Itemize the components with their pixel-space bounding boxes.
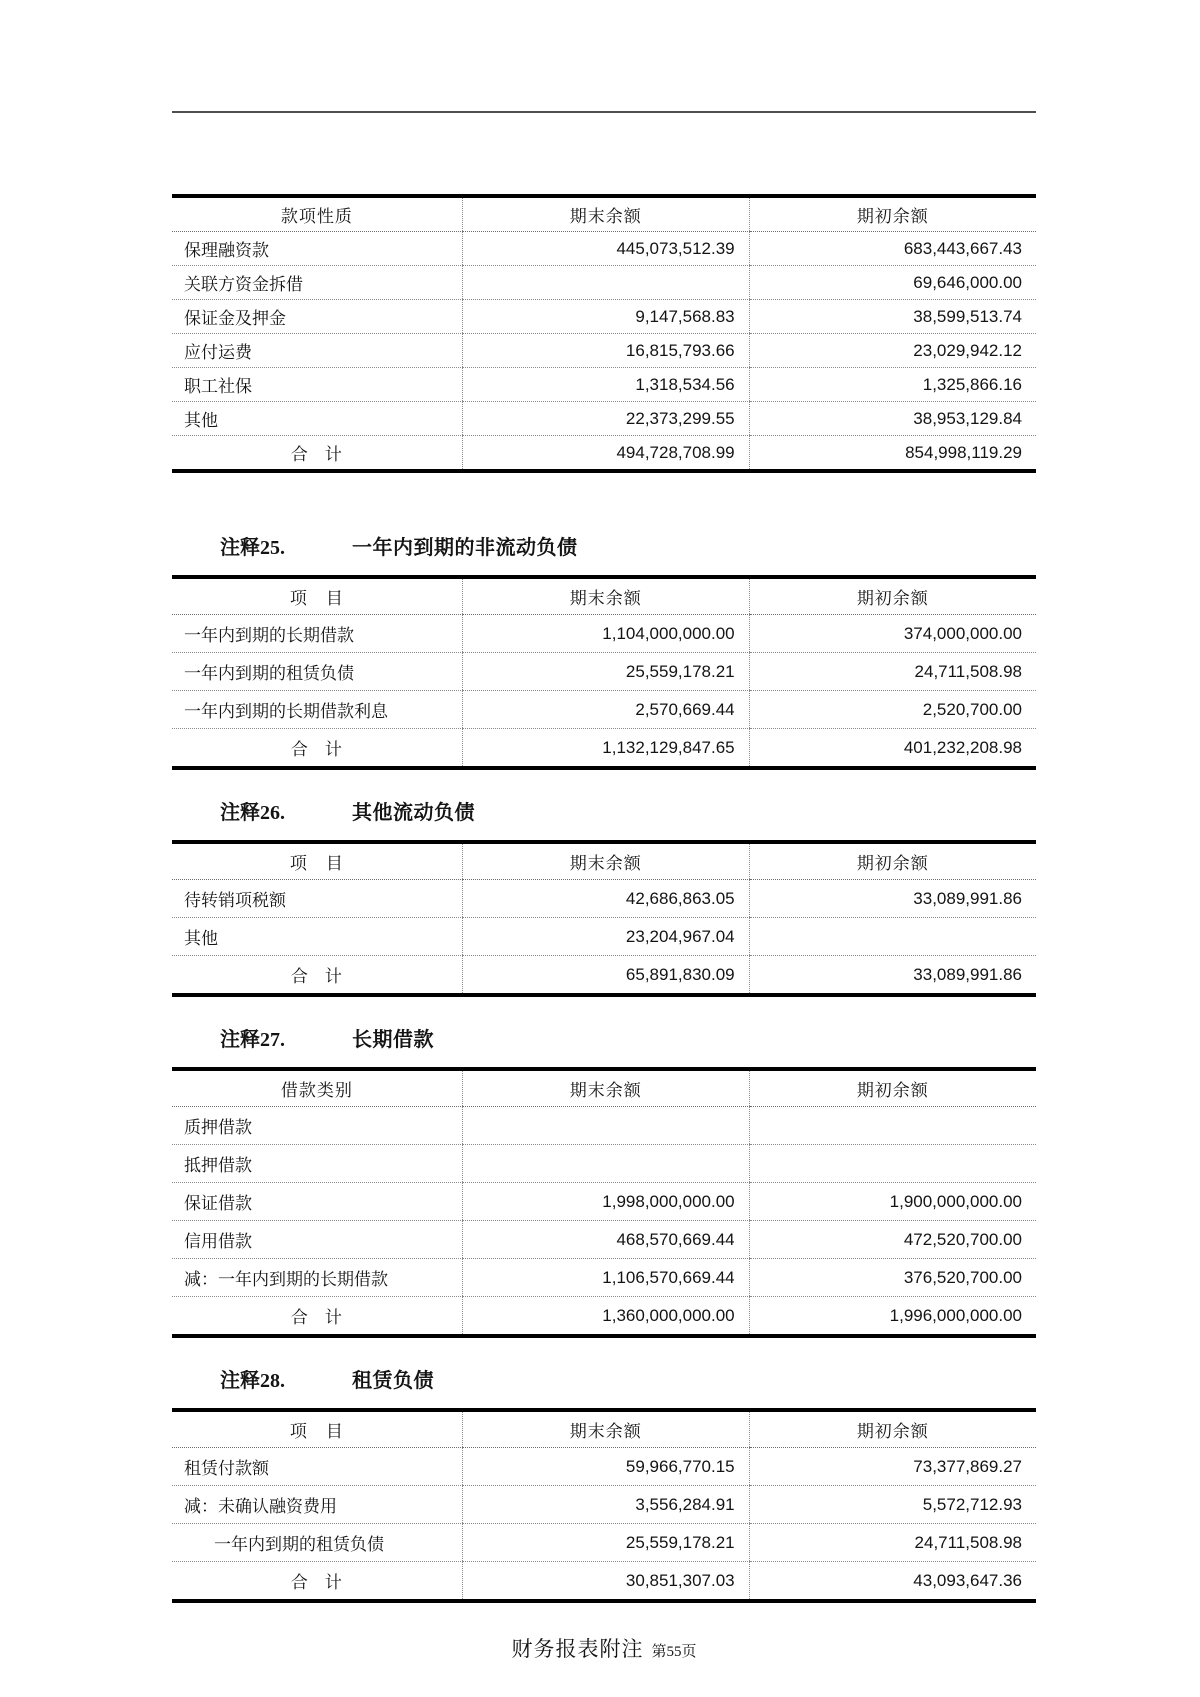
- note27-heading: [220, 1027, 1036, 1053]
- table-row: [172, 918, 1036, 956]
- table-row: [172, 1524, 1036, 1562]
- item-label-cell: 应付运费: [172, 334, 462, 368]
- ending-balance-cell: [462, 1107, 749, 1145]
- total-label-cell: 合 计: [290, 1308, 342, 1327]
- note-title: 长期借款: [352, 1029, 434, 1051]
- note27-table: [172, 1067, 1036, 1338]
- total-ending-balance-cell: 65,891,830.09: [462, 956, 749, 996]
- item-label-cell: 保证借款: [172, 1183, 462, 1221]
- column-header-ending-balance: 期末余额: [462, 1069, 749, 1107]
- table-row: [172, 1145, 1036, 1183]
- item-label-cell: 保证金及押金: [172, 300, 462, 334]
- note-title: 一年内到期的非流动负债: [352, 537, 578, 559]
- item-label-cell: 减：一年内到期的长期借款: [172, 1259, 462, 1297]
- header-row: [172, 842, 1036, 880]
- total-ending-balance-cell: 30,851,307.03: [462, 1562, 749, 1602]
- total-label-cell: 合 计: [290, 967, 342, 986]
- total-beginning-balance-cell: 854,998,119.29: [749, 436, 1036, 472]
- ending-balance-cell: 2,570,669.44: [462, 691, 749, 729]
- table-row: [172, 1448, 1036, 1486]
- item-label-cell: 租赁付款额: [172, 1448, 462, 1486]
- other-payables-table: [172, 194, 1036, 473]
- header-row: [172, 1410, 1036, 1448]
- ending-balance-cell: 9,147,568.83: [462, 300, 749, 334]
- header-row: [172, 1069, 1036, 1107]
- beginning-balance-cell: 24,711,508.98: [749, 1524, 1036, 1562]
- item-label-cell: 一年内到期的租赁负债: [172, 1524, 462, 1562]
- ending-balance-cell: 16,815,793.66: [462, 334, 749, 368]
- note-number: 注释25.: [220, 537, 285, 559]
- beginning-balance-cell: 2,520,700.00: [749, 691, 1036, 729]
- note26-table: [172, 840, 1036, 997]
- ending-balance-cell: 25,559,178.21: [462, 653, 749, 691]
- table-row: [172, 334, 1036, 368]
- ending-balance-cell: [462, 1145, 749, 1183]
- column-header-beginning-balance: 期初余额: [749, 1069, 1036, 1107]
- item-label-cell: 其他: [172, 918, 462, 956]
- beginning-balance-cell: 376,520,700.00: [749, 1259, 1036, 1297]
- table-row: [172, 1221, 1036, 1259]
- total-beginning-balance-cell: 33,089,991.86: [749, 956, 1036, 996]
- beginning-balance-cell: 24,711,508.98: [749, 653, 1036, 691]
- table-row: [172, 368, 1036, 402]
- item-label-cell: 抵押借款: [172, 1145, 462, 1183]
- total-ending-balance-cell: 494,728,708.99: [462, 436, 749, 472]
- table-row: [172, 1486, 1036, 1524]
- table-row: [172, 1259, 1036, 1297]
- total-beginning-balance-cell: 401,232,208.98: [749, 729, 1036, 769]
- beginning-balance-cell: [749, 918, 1036, 956]
- beginning-balance-cell: 683,443,667.43: [749, 232, 1036, 266]
- page-number: 第55页: [651, 1644, 697, 1660]
- total-row: [172, 1562, 1036, 1602]
- table-row: [172, 653, 1036, 691]
- header-row: [172, 577, 1036, 615]
- item-label-cell: 信用借款: [172, 1221, 462, 1259]
- beginning-balance-cell: 1,325,866.16: [749, 368, 1036, 402]
- column-header-item: 项 目: [172, 1410, 462, 1448]
- beginning-balance-cell: [749, 1145, 1036, 1183]
- item-label-cell: 一年内到期的长期借款利息: [172, 691, 462, 729]
- column-header-ending-balance: 期末余额: [462, 1410, 749, 1448]
- total-ending-balance-cell: 1,360,000,000.00: [462, 1297, 749, 1337]
- note28-heading: [220, 1368, 1036, 1394]
- item-label-cell: 待转销项税额: [172, 880, 462, 918]
- table-row: [172, 691, 1036, 729]
- note-title: 租赁负债: [352, 1370, 434, 1392]
- ending-balance-cell: 25,559,178.21: [462, 1524, 749, 1562]
- note26-heading: [220, 800, 1036, 826]
- table-row: [172, 880, 1036, 918]
- item-label-cell: 关联方资金拆借: [172, 266, 462, 300]
- table-row: [172, 1107, 1036, 1145]
- total-beginning-balance-cell: 43,093,647.36: [749, 1562, 1036, 1602]
- column-header-item: 项 目: [172, 577, 462, 615]
- total-row: [172, 436, 1036, 472]
- ending-balance-cell: 22,373,299.55: [462, 402, 749, 436]
- table-row: [172, 300, 1036, 334]
- note25-heading: [220, 535, 1036, 561]
- ending-balance-cell: 1,104,000,000.00: [462, 615, 749, 653]
- column-header-item: 项 目: [172, 842, 462, 880]
- table-row: [172, 232, 1036, 266]
- note28-table: [172, 1408, 1036, 1603]
- item-label-cell: 减：未确认融资费用: [172, 1486, 462, 1524]
- column-header-ending-balance: 期末余额: [462, 842, 749, 880]
- item-label-cell: 一年内到期的长期借款: [172, 615, 462, 653]
- beginning-balance-cell: 38,599,513.74: [749, 300, 1036, 334]
- page-content: [172, 0, 1036, 1663]
- total-label-cell: 合 计: [290, 740, 342, 759]
- beginning-balance-cell: 472,520,700.00: [749, 1221, 1036, 1259]
- total-row: [172, 1297, 1036, 1337]
- column-header-beginning-balance: 期初余额: [749, 842, 1036, 880]
- item-label-cell: 其他: [172, 402, 462, 436]
- ending-balance-cell: 1,318,534.56: [462, 368, 749, 402]
- total-label-cell: 合 计: [290, 445, 342, 464]
- column-header-item: 款项性质: [172, 196, 462, 232]
- total-row: [172, 729, 1036, 769]
- ending-balance-cell: 445,073,512.39: [462, 232, 749, 266]
- note-title: 其他流动负债: [352, 802, 475, 824]
- footer-title: 财务报表附注: [511, 1637, 644, 1661]
- beginning-balance-cell: 38,953,129.84: [749, 402, 1036, 436]
- ending-balance-cell: 42,686,863.05: [462, 880, 749, 918]
- note25-table: [172, 575, 1036, 770]
- total-ending-balance-cell: 1,132,129,847.65: [462, 729, 749, 769]
- item-label-cell: 职工社保: [172, 368, 462, 402]
- item-label-cell: 保理融资款: [172, 232, 462, 266]
- note-number: 注释26.: [220, 802, 285, 824]
- beginning-balance-cell: 1,900,000,000.00: [749, 1183, 1036, 1221]
- header-rule: [172, 111, 1036, 113]
- ending-balance-cell: [462, 266, 749, 300]
- ending-balance-cell: 1,106,570,669.44: [462, 1259, 749, 1297]
- ending-balance-cell: 23,204,967.04: [462, 918, 749, 956]
- table-row: [172, 1183, 1036, 1221]
- beginning-balance-cell: 23,029,942.12: [749, 334, 1036, 368]
- beginning-balance-cell: 5,572,712.93: [749, 1486, 1036, 1524]
- column-header-beginning-balance: 期初余额: [749, 196, 1036, 232]
- table-row: [172, 615, 1036, 653]
- column-header-beginning-balance: 期初余额: [749, 577, 1036, 615]
- column-header-ending-balance: 期末余额: [462, 577, 749, 615]
- total-label-cell: 合 计: [290, 1573, 342, 1592]
- beginning-balance-cell: 374,000,000.00: [749, 615, 1036, 653]
- table-row: [172, 402, 1036, 436]
- item-label-cell: 质押借款: [172, 1107, 462, 1145]
- beginning-balance-cell: 33,089,991.86: [749, 880, 1036, 918]
- column-header-item: 借款类别: [172, 1069, 462, 1107]
- header-row: [172, 196, 1036, 232]
- total-row: [172, 956, 1036, 996]
- beginning-balance-cell: [749, 1107, 1036, 1145]
- total-beginning-balance-cell: 1,996,000,000.00: [749, 1297, 1036, 1337]
- column-header-beginning-balance: 期初余额: [749, 1410, 1036, 1448]
- beginning-balance-cell: 73,377,869.27: [749, 1448, 1036, 1486]
- ending-balance-cell: 468,570,669.44: [462, 1221, 749, 1259]
- ending-balance-cell: 59,966,770.15: [462, 1448, 749, 1486]
- ending-balance-cell: 1,998,000,000.00: [462, 1183, 749, 1221]
- page-footer: [172, 1633, 1036, 1663]
- column-header-ending-balance: 期末余额: [462, 196, 749, 232]
- beginning-balance-cell: 69,646,000.00: [749, 266, 1036, 300]
- item-label-cell: 一年内到期的租赁负债: [172, 653, 462, 691]
- table-row: [172, 266, 1036, 300]
- ending-balance-cell: 3,556,284.91: [462, 1486, 749, 1524]
- note-number: 注释28.: [220, 1370, 285, 1392]
- note-number: 注释27.: [220, 1029, 285, 1051]
